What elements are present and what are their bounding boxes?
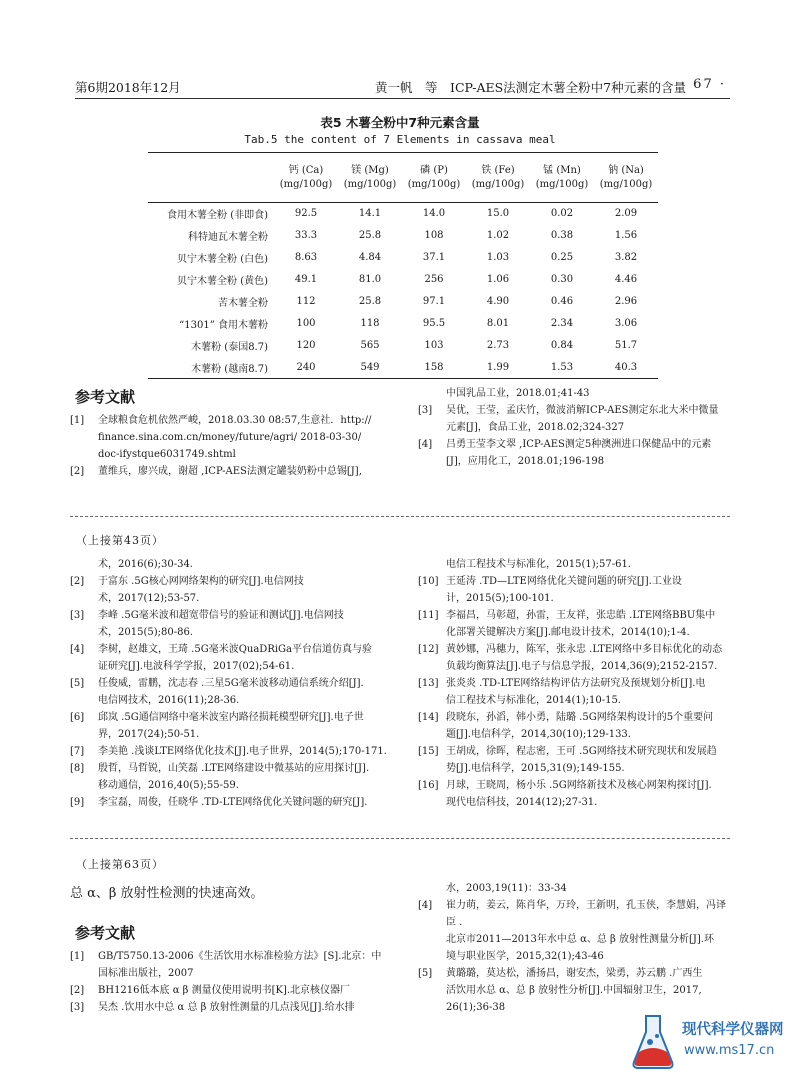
- reference-text-line: 移动通信，2016,40(5);55-59.: [98, 780, 239, 791]
- value-cell: 1.56: [614, 230, 638, 241]
- reference-text-line: 吴优，王莹，孟庆竹，微波消解ICP-AES测定东北大米中微量: [446, 405, 719, 416]
- reference-item: [418, 607, 733, 641]
- section2-right-column: [418, 556, 733, 811]
- section3-right-list: [418, 897, 733, 1016]
- reference-text-line: 境与职业医学，2015,32(1);43-46: [446, 951, 604, 962]
- reference-number: [16]: [418, 780, 439, 791]
- reference-number: [4]: [418, 900, 433, 911]
- reference-text-line: 李美艳 .浅谈LTE网络优化技术[J].电子世界，2014(5);170-171.: [98, 746, 387, 757]
- value-cell: 14.0: [422, 208, 446, 220]
- value-cell: 549: [338, 357, 402, 379]
- value-cell: 2.09: [614, 208, 638, 220]
- value-cell: 33.3: [294, 230, 318, 241]
- reference-number: [1]: [70, 951, 85, 962]
- reference-text-line: 化部署关键解决方案[J].邮电设计技术，2014(10);1-4.: [446, 627, 690, 638]
- sample-name-cell: 苦木薯全粉: [218, 298, 268, 309]
- reference-number: [7]: [70, 746, 85, 757]
- reference-number: [2]: [70, 985, 85, 996]
- reference-text-line: 国标准出版社，2007: [98, 968, 194, 979]
- reference-text-line: [J]，应用化工，2018.01;196-198: [446, 456, 605, 467]
- value-cell: 103: [424, 340, 444, 351]
- value-cell: 92.5: [294, 208, 318, 220]
- reference-text-line: 活饮用水总 α、总 β 放射性分析[J].中国辐射卫生，2017,: [446, 985, 702, 996]
- reference-number: [3]: [70, 610, 85, 621]
- reference-text-line: 元素[J]，食品工业，2018.02;324-327: [446, 422, 625, 433]
- column-header: [274, 153, 338, 203]
- value-cell: 565: [360, 340, 380, 351]
- reference-number: [3]: [70, 1002, 85, 1013]
- reference-text-line: 势[J].电信科学，2015,31(9);149-155.: [446, 763, 625, 774]
- reference-item: [70, 982, 400, 999]
- reference-text-line: 殷哲，马哲锐，山笑磊 .LTE网络建设中微基站的应用探讨[J].: [98, 763, 370, 774]
- reference-item: [70, 412, 400, 463]
- reference-item: [418, 709, 733, 743]
- reference-text-line: 负载均衡算法[J].电子与信息学报，2014,36(9);2152-2157.: [446, 661, 718, 672]
- sample-name-cell: 科特迪瓦木薯全粉: [188, 232, 268, 243]
- value-cell: 240: [274, 357, 338, 379]
- reference-continuation: 电信工程技术与标准化，2015(1);57-61.: [446, 559, 631, 570]
- value-cell: 40.3: [594, 357, 658, 379]
- issue-date: 第6期2018年12月: [75, 80, 181, 95]
- value-cell: 112: [296, 296, 316, 307]
- column-header-unit: (mg/100g): [599, 178, 653, 190]
- reference-text-line: 吴杰 .饮用水中总 α 总 β 放射性测量的几点浅见[J].给水排: [98, 1002, 355, 1013]
- value-cell: 0.02: [550, 208, 574, 220]
- reference-number: [5]: [70, 678, 85, 689]
- value-cell: 0.84: [550, 340, 574, 351]
- sample-name-cell: 贝宁木薯全粉 (白色): [177, 254, 268, 265]
- sample-name-cell: “1301” 食用木薯粉: [179, 320, 268, 331]
- value-cell: 1.06: [486, 274, 510, 285]
- value-cell: 2.96: [614, 296, 638, 307]
- value-cell: 108: [424, 230, 444, 241]
- reference-number: [11]: [418, 610, 439, 621]
- reference-number: [8]: [70, 763, 85, 774]
- reference-continuation: 术，2016(6);30-34.: [98, 559, 193, 570]
- value-cell: 1.53: [530, 357, 594, 379]
- running-header: [75, 74, 730, 99]
- column-header: [338, 153, 402, 203]
- reference-text-line: 信工程技术与标准化，2014(1);10-15.: [446, 695, 621, 706]
- table-row: [148, 269, 658, 291]
- reference-text-line: 崔力萌，姜云，陈肖华，万玲，王新明，孔玉侠，李慧娟，冯译臣 .: [446, 900, 726, 928]
- reference-item: [418, 965, 733, 1016]
- column-header-element: 锰 (Mn): [543, 164, 581, 176]
- value-cell: 0.25: [550, 252, 574, 263]
- column-header-unit: (mg/100g): [407, 178, 461, 190]
- table-title-cn: 表5 木薯全粉中7种元素含量: [320, 115, 480, 130]
- references-right-column: [418, 385, 733, 470]
- reference-number: [10]: [418, 576, 439, 587]
- continued-from-label: （上接第63页）: [76, 858, 164, 871]
- section2-right-list: [418, 573, 733, 811]
- value-cell: 4.84: [358, 252, 382, 263]
- reference-text-line: 26(1);36-38: [446, 1002, 506, 1013]
- reference-text-line: 北京市2011—2013年水中总 α、总 β 放射性测量分析[J].环: [446, 934, 714, 945]
- table-title-en: Tab.5 the content of 7 Elements in cassava meal: [244, 133, 556, 146]
- column-header-element: 磷 (P): [420, 164, 448, 176]
- section2-left-list: [70, 573, 400, 811]
- reference-text-line: 计，2015(5);100-101.: [446, 593, 554, 604]
- value-cell: 118: [360, 318, 380, 329]
- value-cell: 0.46: [550, 296, 574, 307]
- reference-number: [5]: [418, 968, 433, 979]
- sample-name-cell: 木薯粉 (泰国8.7): [191, 342, 268, 353]
- reference-text-line: 现代电信科技，2014(12);27-31.: [446, 797, 598, 808]
- column-header-element: 镁 (Mg): [351, 164, 389, 176]
- sample-name-cell: 贝宁木薯全粉 (黄色): [177, 276, 268, 287]
- reference-text-line: 李宝磊，周俊，任晓华 .TD-LTE网络优化关键问题的研究[J].: [98, 797, 368, 808]
- reference-number: [4]: [418, 439, 433, 450]
- reference-item: [70, 641, 400, 675]
- column-header-element: 钙 (Ca): [288, 164, 324, 176]
- reference-item: [70, 999, 400, 1016]
- reference-text-line: 段晓东，孙滔，韩小勇，陆璐 .5G网络架构设计的5个重要问: [446, 712, 714, 723]
- value-cell: 0.38: [550, 230, 574, 241]
- value-cell: 3.06: [614, 318, 638, 329]
- table-body: [148, 203, 658, 379]
- reference-number: [3]: [418, 405, 433, 416]
- site-watermark: [630, 1010, 790, 1080]
- page-number: · 67 ·: [680, 77, 726, 92]
- column-header: [402, 153, 466, 203]
- table-row: [148, 357, 658, 379]
- column-header-element: 铁 (Fe): [481, 164, 515, 176]
- reference-number: [6]: [70, 712, 85, 723]
- reference-item: [418, 675, 733, 709]
- value-cell: 0.30: [550, 274, 574, 285]
- column-header-unit: (mg/100g): [471, 178, 525, 190]
- reference-text-line: 吕勇王莹李文翠 ,ICP-AES测定5种澳洲进口保健品中的元素: [446, 439, 712, 450]
- column-header-unit: (mg/100g): [343, 178, 397, 190]
- reference-text-line: 李树，赵雄文，王琦 .5G毫米波QuaDRiGa平台信道仿真与验: [98, 644, 373, 655]
- reference-item: [70, 607, 400, 641]
- reference-item: [70, 709, 400, 743]
- column-header: [466, 153, 530, 203]
- reference-item: [418, 897, 733, 965]
- reference-number: [15]: [418, 746, 439, 757]
- value-cell: 95.5: [422, 318, 446, 329]
- references-right-list: [418, 402, 733, 470]
- reference-number: [12]: [418, 644, 439, 655]
- value-cell: 51.7: [614, 340, 638, 351]
- table-row: [148, 313, 658, 335]
- table-row: [148, 335, 658, 357]
- value-cell: 100: [296, 318, 316, 329]
- table-row: [148, 225, 658, 247]
- dashed-divider: [70, 838, 730, 839]
- reference-continuation: 中国乳品工业，2018.01;41-43: [446, 388, 590, 399]
- reference-number: [14]: [418, 712, 439, 723]
- reference-item: [418, 436, 733, 470]
- header-blank: [148, 153, 274, 203]
- reference-item: [418, 743, 733, 777]
- reference-item: [70, 573, 400, 607]
- reference-text-line: 李峰 .5G毫米波和超宽带信号的验证和测试[J].电信网技: [98, 610, 344, 621]
- reference-number: [9]: [70, 797, 85, 808]
- reference-number: [4]: [70, 644, 85, 655]
- sample-name-cell: 食用木薯全粉 (非即食): [167, 210, 268, 222]
- reference-text-line: 术，2017(12);53-57.: [98, 593, 200, 604]
- reference-text-line: 黄妙娜，冯穗力，陈军，张永忠 .LTE网络中多目标优化的动态: [446, 644, 723, 655]
- reference-text-line: 任俊威，雷鹏，沈志春 .三星5G毫米波移动通信系统介绍[J].: [98, 678, 364, 689]
- element-content-table: [148, 152, 658, 379]
- reference-text-line: 张炎炎 .TD-LTE网络结构评估方法研究及预规划分析[J].电: [446, 678, 706, 689]
- reference-item: [418, 641, 733, 675]
- section2-left-column: [70, 556, 400, 811]
- reference-text-line: 黄璐璐，莫达松，潘扬昌，谢安杰，梁勇，苏云鹏 .广西生: [446, 968, 703, 979]
- reference-text-line: 题[J].电信科学，2014,30(10);129-133.: [446, 729, 631, 740]
- reference-text-line: 术，2015(5);80-86.: [98, 627, 193, 638]
- table-row: [148, 291, 658, 313]
- dashed-divider: [70, 516, 730, 517]
- lead-sentence: 总 α、β 放射性检测的快速高效。: [70, 886, 264, 901]
- section3-left-column: [70, 948, 400, 1016]
- article-running-title: 黄一帆 等 ICP-AES法测定木薯全粉中7种元素的含量: [375, 80, 687, 95]
- sample-name-cell: 木薯粉 (越南8.7): [148, 357, 274, 379]
- value-cell: 158: [402, 357, 466, 379]
- reference-text-line: 月球，王晓周，杨小乐 .5G网络新技术及核心网架构探讨[J].: [446, 780, 712, 791]
- value-cell: 4.90: [486, 296, 510, 307]
- flask-logo-icon: [630, 1012, 676, 1072]
- value-cell: 37.1: [422, 252, 446, 263]
- value-cell: 2.34: [550, 318, 574, 329]
- reference-text-line: 邱岚 .5G通信网络中毫米波室内路径损耗模型研究[J].电子世: [98, 712, 364, 723]
- value-cell: 15.0: [486, 208, 510, 220]
- reference-text-line: BH1216低本底 α β 测量仪使用说明书[K].北京核仪器厂: [98, 985, 351, 996]
- reference-number: [1]: [70, 415, 85, 426]
- reference-item: [70, 675, 400, 709]
- table-row: [148, 203, 658, 225]
- column-header: [530, 153, 594, 203]
- reference-text-line: 王胡成，徐晖，程志密，王可 .5G网络技术研究现状和发展趋: [446, 746, 717, 757]
- references-title: 参考文献: [75, 388, 136, 406]
- value-cell: 256: [424, 274, 444, 285]
- reference-item: [70, 743, 400, 760]
- reference-text-line: 界，2017(24);50-51.: [98, 729, 200, 740]
- value-cell: 120: [296, 340, 316, 351]
- value-cell: 81.0: [358, 274, 382, 285]
- reference-item: [418, 402, 733, 436]
- reference-item: [70, 463, 400, 480]
- value-cell: 1.99: [466, 357, 530, 379]
- column-header-unit: (mg/100g): [279, 178, 333, 190]
- column-header-unit: (mg/100g): [535, 178, 589, 190]
- reference-text-line: 董维兵，廖兴成，谢超 ,ICP-AES法测定罐装奶粉中总锡[J],: [98, 466, 362, 477]
- reference-item: [70, 948, 400, 982]
- reference-text-line: 电信网技术，2016(11);28-36.: [98, 695, 240, 706]
- column-header-element: 钠 (Na): [608, 164, 644, 176]
- value-cell: 2.73: [486, 340, 510, 351]
- value-cell: 8.01: [486, 318, 510, 329]
- table-header-row: [148, 153, 658, 203]
- reference-item: [70, 760, 400, 794]
- references-left-column: [70, 412, 400, 480]
- continued-from-label: （上接第43页）: [76, 534, 164, 547]
- reference-item: [70, 794, 400, 811]
- reference-number: [2]: [70, 576, 85, 587]
- reference-number: [2]: [70, 466, 85, 477]
- value-cell: 97.1: [422, 296, 446, 307]
- watermark-site-name: 现代科学仪器网: [682, 1022, 784, 1038]
- reference-text-line: 全球粮食危机依然严峻，2018.03.30 08:57,生意社．http://: [98, 415, 372, 426]
- value-cell: 1.02: [486, 230, 510, 241]
- reference-item: [418, 777, 733, 811]
- value-cell: 1.03: [486, 252, 510, 263]
- reference-number: [13]: [418, 678, 439, 689]
- reference-text-line: doc-ifystque6031749.shtml: [98, 449, 236, 460]
- value-cell: 3.82: [614, 252, 638, 263]
- value-cell: 8.63: [294, 252, 318, 263]
- table-row: [148, 247, 658, 269]
- reference-item: [418, 573, 733, 607]
- reference-text-line: 于富东 .5G核心网网络架构的研究[J].电信网技: [98, 576, 304, 587]
- reference-text-line: 证研究[J].电波科学学报，2017(02);54-61.: [98, 661, 295, 672]
- column-header: [594, 153, 658, 203]
- reference-text-line: 王延涛 .TD—LTE网络优化关键问题的研究[J].工业设: [446, 576, 682, 587]
- value-cell: 25.8: [358, 230, 382, 241]
- watermark-url: www.ms17.cn: [684, 1043, 775, 1058]
- value-cell: 14.1: [358, 208, 382, 220]
- reference-continuation: 水，2003,19(11)：33-34: [446, 883, 567, 894]
- value-cell: 49.1: [294, 274, 318, 285]
- value-cell: 4.46: [614, 274, 638, 285]
- value-cell: 25.8: [358, 296, 382, 307]
- references-title: 参考文献: [75, 924, 136, 942]
- reference-text-line: GB/T5750.13-2006《生活饮用水标准检验方法》[S].北京：中: [98, 951, 382, 962]
- reference-text-line: 李福昌，马彰超，孙雷，王友祥，张忠皓 .LTE网络BBU集中: [446, 610, 716, 621]
- reference-text-line: finance.sina.com.cn/money/future/agri/ 2018-03-30/: [98, 432, 362, 443]
- section3-right-column: [418, 880, 733, 1016]
